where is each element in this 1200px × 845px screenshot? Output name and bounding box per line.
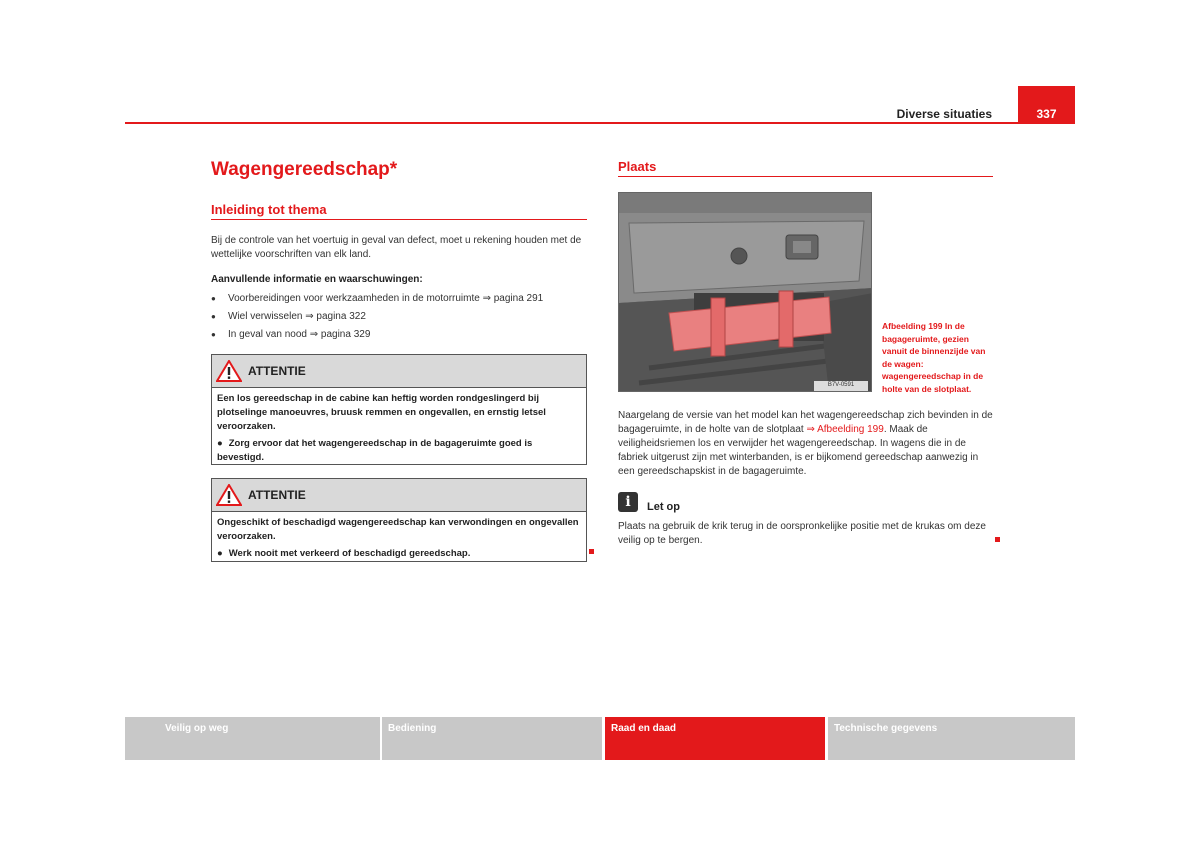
footer-tab-bediening[interactable]: Bediening	[382, 717, 602, 760]
warning-body	[212, 512, 586, 565]
note-text: Plaats na gebruik de krik terug in de oorspronkelijke positie met de krukas om deze veilig op te bergen.	[618, 521, 986, 546]
warning-bullet: Werk nooit met verkeerd of beschadigd gereedschap.	[228, 548, 471, 559]
note-label: Let op	[647, 501, 680, 513]
figure-link[interactable]: ⇒ Afbeelding 199	[806, 424, 884, 435]
body-text-part: . Maak de veiligheidsriemen los en verwijder het wagengereedschap. In wagens die in de fabriek uitgerust zijn met winterbanden, is er bijkomend gereedschap aanwezig in een gereedschapskist in de bagageruimte.	[618, 424, 979, 477]
warning-label: ATTENTIE	[248, 488, 306, 502]
page-number: 337	[1018, 86, 1075, 124]
list-item[interactable]: ● In geval van nood ⇒ pagina 329	[211, 326, 587, 344]
warning-box-1	[211, 354, 587, 465]
body-text	[618, 409, 993, 479]
list-item[interactable]: ● Voorbereidingen voor werkzaamheden in de motorruimte ⇒ pagina 291	[211, 290, 587, 308]
body-text-part: Naargelang de versie van het model kan het wagengereedschap zich bevinden in de bagageruimte, in de holte van de slotplaat	[618, 410, 993, 435]
trunk-image	[619, 193, 872, 392]
footer-tab-veilig-op-weg[interactable]: Veilig op weg	[125, 717, 380, 760]
subtitle-rule	[211, 219, 587, 220]
warning-bullet: Zorg ervoor dat het wagengereedschap in de bagageruimte goed is bevestigd.	[217, 438, 533, 463]
footer-tab-technische-gegevens[interactable]: Technische gegevens	[828, 717, 1075, 760]
bullet-icon: ●	[217, 438, 223, 449]
warning-triangle-icon	[216, 360, 242, 382]
footer-tab-raad-en-daad[interactable]: Raad en daad	[605, 717, 825, 760]
warning-header	[212, 355, 586, 388]
section-title: Diverse situaties	[896, 107, 992, 121]
warning-triangle-icon	[216, 484, 242, 506]
warning-body	[212, 388, 586, 469]
bullet-icon: ●	[217, 548, 223, 559]
warning-label: ATTENTIE	[248, 364, 306, 378]
intro-text: Bij de controle van het voertuig in geval van defect, moet u rekening houden met de wettelijke voorschriften van elk land.	[211, 235, 582, 260]
page-title: Wagengereedschap*	[211, 159, 398, 180]
subtitle-intro: Inleiding tot thema	[211, 202, 327, 217]
more-info-heading: Aanvullende informatie en waarschuwingen:	[211, 274, 423, 285]
warning-text: Ongeschikt of beschadigd wagengereedschap kan verwondingen en ongevallen veroorzaken.	[217, 517, 579, 542]
warning-text: Een los gereedschap in de cabine kan heftig worden rondgeslingerd bij plotselinge manoeuvres, bruusk remmen en ongevallen, en ernstig letsel veroorzaken.	[217, 393, 546, 432]
image-code: B7V-0591	[827, 382, 855, 388]
caption-text: In de bagageruimte, gezien vanuit de binnenzijde van de wagen: wagengereedschap in de holte van de slotplaat.	[882, 321, 986, 394]
section-rule	[618, 176, 993, 177]
section-heading-plaats: Plaats	[618, 159, 657, 174]
caption-label: Afbeelding 199	[882, 321, 943, 331]
info-icon: i	[618, 492, 638, 512]
trunk-illustration	[618, 192, 872, 392]
warning-box-2	[211, 478, 587, 562]
list-item[interactable]: ● Wiel verwisselen ⇒ pagina 322	[211, 308, 587, 326]
header-rule	[125, 122, 1075, 124]
end-of-section-marker	[995, 537, 1000, 542]
warning-header	[212, 479, 586, 512]
end-of-section-marker	[589, 549, 594, 554]
reference-list	[211, 290, 587, 344]
figure-caption	[882, 320, 994, 395]
